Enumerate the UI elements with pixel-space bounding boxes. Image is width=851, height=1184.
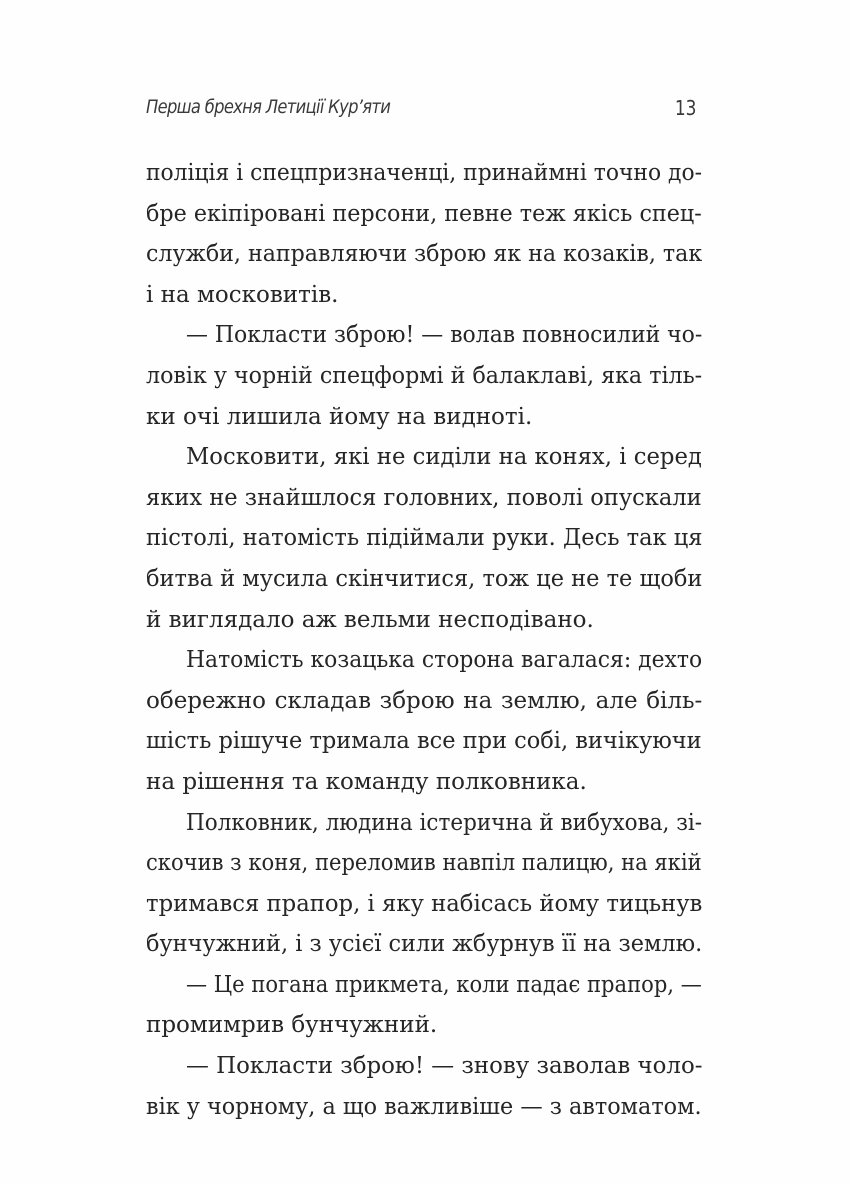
- paragraph: [146, 153, 702, 315]
- page-number: 13: [674, 96, 696, 120]
- text-line: Натомість козацька сторона вагалася: дехто: [186, 647, 703, 674]
- text-line: скочив з коня, переломив навпіл палицю, на якій: [146, 850, 702, 877]
- text-line: — Покласти зброю! — знову заволав чоло-: [186, 1053, 703, 1080]
- paragraph: [146, 315, 702, 437]
- body-text: [146, 153, 702, 1127]
- text-line: обережно складав зброю на землю, але біль-: [146, 687, 703, 714]
- text-line: і на московитів.: [146, 281, 339, 308]
- text-line: Московити, які не сиділи на конях, і серед: [186, 444, 702, 471]
- text-line: поліція і спецпризначенці, принаймні точно до-: [146, 160, 702, 186]
- text-line: вік у чорному, а що важливіше — з автоматом.: [146, 1093, 702, 1120]
- text-line: служби, направляючи зброю як на козаків, так: [146, 241, 703, 268]
- text-line: — Покласти зброю! — волав повносилий чо-: [186, 322, 703, 349]
- paragraph: [146, 803, 702, 965]
- paragraph: [146, 437, 702, 640]
- text-line: пістолі, натомість підіймали руки. Десь так ця: [146, 525, 703, 552]
- text-line: Полковник, людина істерична й вибухова, зі-: [186, 809, 703, 836]
- running-title: Перша брехня Летиції Кур’яти: [146, 96, 391, 118]
- text-line: яких не знайшлося головних, поволі опускали: [146, 484, 702, 511]
- text-line: на рішення та команду полковника.: [146, 768, 587, 795]
- text-line: битва й мусила скінчитися, тож це не те щоби: [146, 565, 703, 592]
- paragraph: [146, 1046, 702, 1127]
- text-line: ловік у чорній спецформі й балаклаві, яка тіль-: [146, 362, 703, 389]
- paragraph: [146, 965, 702, 1046]
- paragraph: [146, 640, 702, 802]
- text-line: ки очі лишила йому на видноті.: [146, 403, 533, 430]
- text-line: — Це погана прикмета, коли падає прапор, —: [186, 971, 702, 998]
- text-line: й виглядало аж вельми несподівано.: [146, 606, 594, 633]
- running-head: [146, 96, 702, 126]
- text-line: шість рішуче тримала все при собі, вичікуючи: [146, 728, 702, 755]
- text-line: промимрив бунчужний.: [146, 1012, 438, 1039]
- text-line: бунчужний, і з усієї сили жбурнув її на землю.: [146, 931, 703, 958]
- text-line: бре екіпіровані персони, певне теж якісь спец-: [146, 200, 702, 227]
- text-line: тримався прапор, і яку набісась йому тицьнув: [146, 890, 703, 917]
